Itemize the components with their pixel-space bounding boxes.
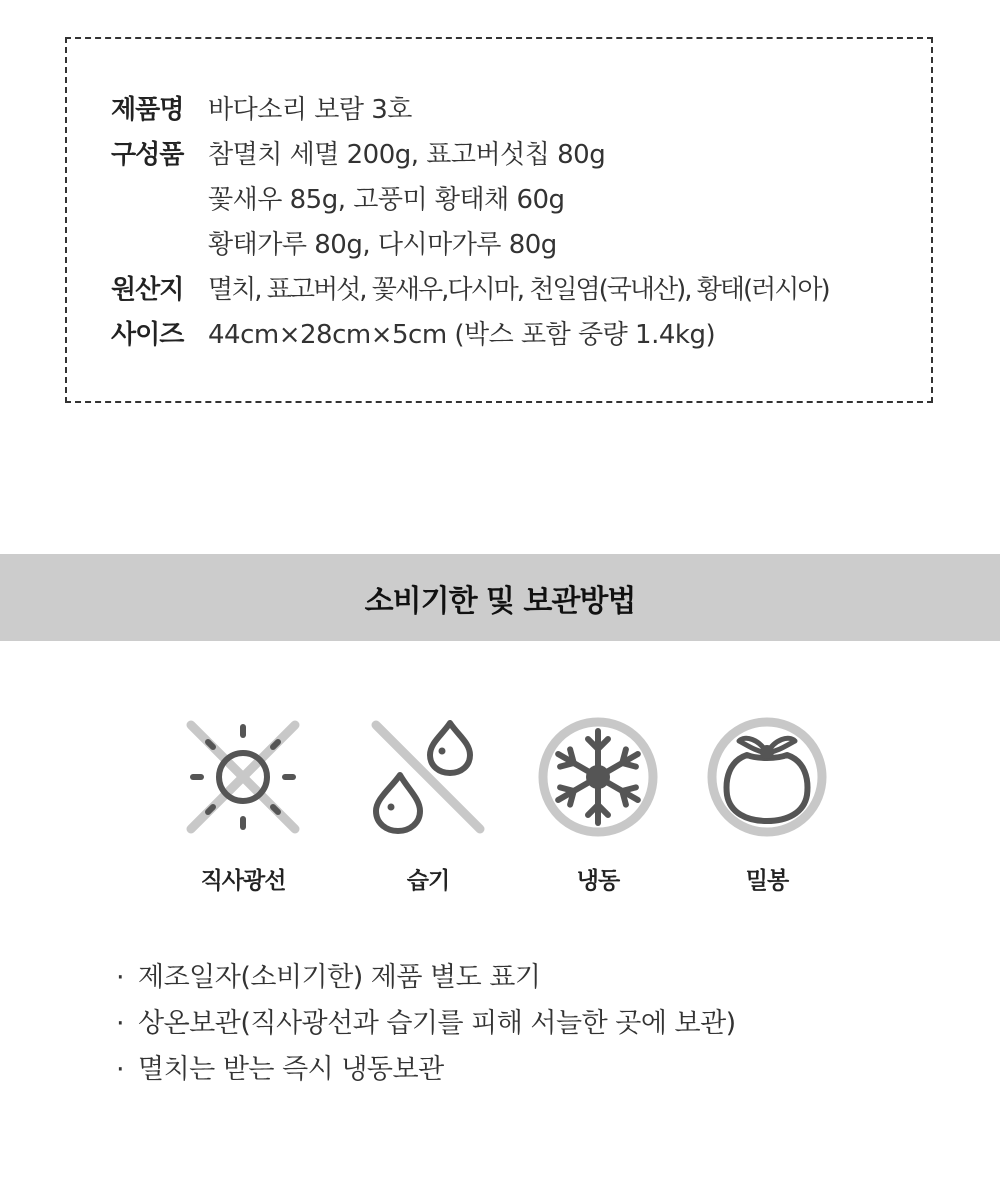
origin-label: 원산지	[111, 275, 184, 305]
icon-label-humidity: 습기	[406, 868, 450, 894]
components-label: 구성품	[111, 140, 184, 170]
storage-notes-list	[116, 955, 736, 1093]
sealed-pouch-icon	[707, 717, 827, 837]
bullet: ·	[116, 1008, 125, 1039]
list-item	[116, 1047, 736, 1093]
bullet: ·	[116, 962, 125, 993]
note-text: 멸치는 받는 즉시 냉동보관	[138, 1054, 444, 1085]
components-row	[111, 138, 605, 172]
sun-crossed-icon	[183, 717, 303, 837]
list-item	[116, 1001, 736, 1047]
origin-value: 멸치, 표고버섯, 꽃새우,다시마, 천일염(국내산), 황태(러시아)	[208, 275, 829, 305]
size-label: 사이즈	[111, 320, 184, 350]
note-text: 상온보관(직사광선과 습기를 피해 서늘한 곳에 보관)	[138, 1008, 736, 1039]
storage-section-banner	[0, 554, 1000, 641]
origin-row	[111, 273, 829, 307]
icon-label-sealed: 밀봉	[745, 868, 789, 894]
size-row	[111, 318, 715, 352]
components-line-3: 황태가루 80g, 다시마가루 80g	[208, 230, 557, 260]
product-name-value: 바다소리 보람 3호	[208, 95, 412, 125]
note-text: 제조일자(소비기한) 제품 별도 표기	[138, 962, 541, 993]
product-info-box	[65, 37, 933, 403]
storage-section-title: 소비기한 및 보관방법	[364, 583, 636, 619]
water-drops-crossed-icon	[368, 717, 488, 837]
snowflake-icon	[538, 717, 658, 837]
size-value: 44cm×28cm×5cm (박스 포함 중량 1.4kg)	[208, 320, 716, 350]
icon-label-freezing: 냉동	[576, 868, 620, 894]
product-name-label: 제품명	[111, 95, 184, 125]
product-name-row	[111, 93, 412, 127]
components-line-1: 참멸치 세멸 200g, 표고버섯칩 80g	[208, 140, 606, 170]
bullet: ·	[116, 1054, 125, 1085]
components-line-2: 꽃새우 85g, 고풍미 황태채 60g	[208, 185, 565, 215]
icon-label-direct-sunlight: 직사광선	[200, 868, 286, 894]
list-item	[116, 955, 736, 1001]
